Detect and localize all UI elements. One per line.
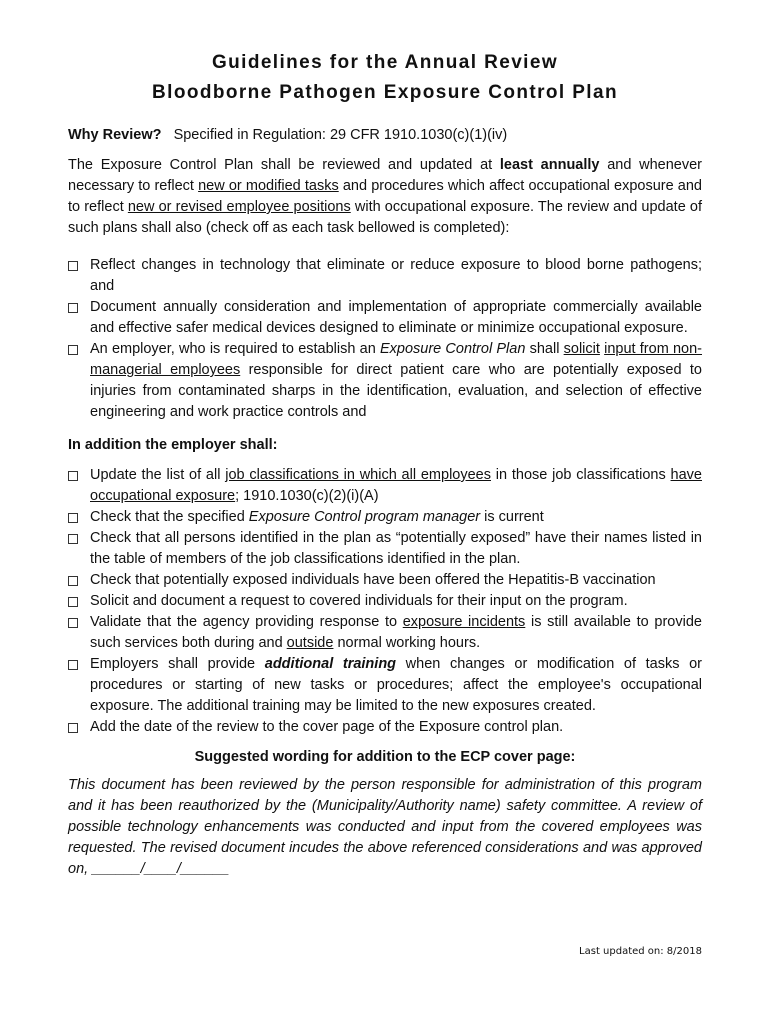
- checklist-item: [68, 612, 702, 654]
- last-updated-footer: Last updated on: 8/2018: [579, 946, 702, 957]
- title-line-2: Bloodborne Pathogen Exposure Control Plan: [152, 82, 618, 103]
- checklist-underline-text: outside: [286, 635, 334, 651]
- checklist-item-text: ; 1910.1030(c)(2)(i)(A): [235, 488, 379, 504]
- checklist-item: [68, 465, 702, 507]
- checklist-item: [68, 570, 702, 591]
- intro-text-2: and whenever necessary to reflect: [68, 157, 702, 194]
- checklist-item: [68, 297, 702, 339]
- checklist-item-text: when changes or modification of tasks or procedures or starting of new tasks or procedures; affect the employee's occupational exposure. The additional training may be limited to the new exposures created.: [90, 656, 702, 714]
- intro-underline-tasks: new or modified tasks: [198, 178, 339, 194]
- checkbox-icon[interactable]: [68, 471, 78, 481]
- checklist-item: [68, 255, 702, 297]
- checkbox-icon[interactable]: [68, 261, 78, 271]
- checklist-item: [68, 528, 702, 570]
- review-checklist: [68, 255, 702, 423]
- checklist-item-text: Reflect changes in technology that eliminate or reduce exposure to blood borne pathogens; and: [90, 257, 702, 294]
- checkbox-icon[interactable]: [68, 345, 78, 355]
- intro-text-1: The Exposure Control Plan shall be reviewed and updated at: [68, 157, 500, 173]
- checklist-item: [68, 591, 702, 612]
- suggested-wording-paragraph: This document has been reviewed by the person responsible for administration of this program and it has been reauthorized by the (Municipality/Authority name) safety committee. A review of possible technology enhancements was conducted and input from the covered employees was requested. The revised document incudes the above referenced considerations and was approved on, ______/____/______: [68, 777, 702, 877]
- suggested-wording-heading: Suggested wording for addition to the ECP cover page:: [194, 749, 576, 765]
- checklist-item: [68, 654, 702, 717]
- intro-text-4: with occupational exposure. The review and update of such plans shall also (check off as each task bellowed is completed):: [68, 199, 702, 236]
- checklist-item-text: shall: [525, 341, 564, 357]
- why-review-text: Specified in Regulation: 29 CFR 1910.1030(c)(1)(iv): [173, 127, 508, 143]
- checklist-italic-text: Exposure Control program manager: [248, 509, 481, 525]
- checkbox-icon[interactable]: [68, 660, 78, 670]
- checkbox-icon[interactable]: [68, 723, 78, 733]
- checklist-item-text: Solicit and document a request to covered individuals for their input on the program.: [90, 593, 628, 609]
- intro-paragraph: [68, 155, 702, 239]
- checklist-item-text: Validate that the agency providing response to: [90, 614, 403, 630]
- checklist-italic-text: Exposure Control Plan: [379, 341, 526, 357]
- checklist-item-text: Check that the specified: [90, 509, 249, 525]
- checklist-item-text: is current: [480, 509, 544, 525]
- checkbox-icon[interactable]: [68, 303, 78, 313]
- checklist-item-text: An employer, who is required to establish an: [90, 341, 380, 357]
- checklist-item-text: Check that all persons identified in the plan as “potentially exposed” have their names listed in the table of members of the job classifications identified in the plan.: [90, 530, 702, 567]
- checklist-item-text: Document annually consideration and implementation of appropriate commercially available and effective safer medical devices designed to eliminate or minimize occupational exposure.: [90, 299, 702, 336]
- checklist-underline-text: solicit: [563, 341, 600, 357]
- checklist-item: [68, 717, 702, 738]
- why-review-line: [68, 125, 702, 146]
- checklist-underline-text: job classifications in which all employees: [225, 467, 491, 483]
- checklist-item-text: Update the list of all: [90, 467, 226, 483]
- employer-checklist: [68, 465, 702, 738]
- intro-underline-positions: new or revised employee positions: [127, 199, 351, 215]
- title-line-1: Guidelines for the Annual Review: [211, 52, 559, 73]
- checklist-item-text: in those job classifications: [491, 467, 671, 483]
- checkbox-icon[interactable]: [68, 534, 78, 544]
- checklist-bold-italic-text: additional training: [264, 656, 397, 672]
- checkbox-icon[interactable]: [68, 576, 78, 586]
- intro-text-3: and procedures which affect occupational exposure and to reflect: [68, 178, 702, 215]
- checklist-item-text: normal working hours.: [333, 635, 481, 651]
- checklist-underline-text: have occupational exposure: [90, 467, 702, 504]
- why-review-label: Why Review?: [68, 127, 162, 143]
- checklist-item-text: is still available to provide such services both during and: [90, 614, 702, 651]
- checklist-item-text: Check that potentially exposed individuals have been offered the Hepatitis-B vaccination: [90, 572, 656, 588]
- checklist-item-text: Add the date of the review to the cover page of the Exposure control plan.: [90, 719, 564, 735]
- checklist-underline-text: exposure incidents: [402, 614, 526, 630]
- checklist-item-text: responsible for direct patient care who are potentially exposed to injuries from contaminated sharps in the identification, evaluation, and selection of effective engineering and work practice controls and: [90, 362, 702, 420]
- addition-heading: In addition the employer shall:: [68, 437, 278, 453]
- intro-bold-least-annually: least annually: [499, 157, 600, 173]
- checkbox-icon[interactable]: [68, 513, 78, 523]
- checkbox-icon[interactable]: [68, 618, 78, 628]
- checkbox-icon[interactable]: [68, 597, 78, 607]
- checklist-item-text: Employers shall provide: [90, 656, 265, 672]
- checklist-underline-text: input from non-managerial employees: [90, 341, 702, 378]
- checklist-item: [68, 339, 702, 423]
- checklist-item: [68, 507, 702, 528]
